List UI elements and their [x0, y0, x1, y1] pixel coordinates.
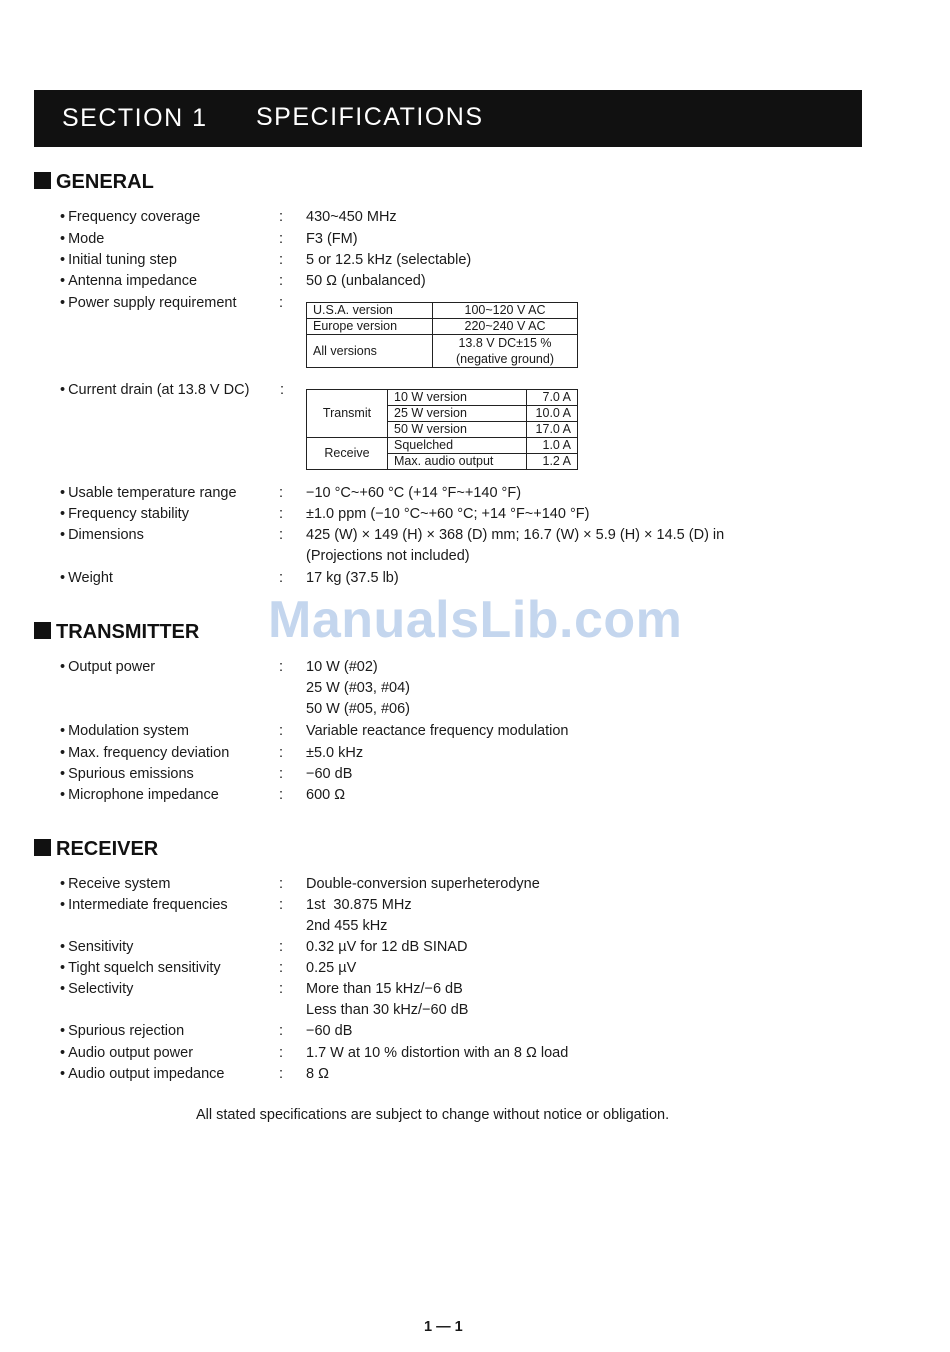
spec-value: 8 Ω [306, 1066, 329, 1082]
spec-value: Double-conversion superheterodyne [306, 876, 540, 892]
spec-value: 17 kg (37.5 lb) [306, 570, 399, 586]
spec-value: −10 °C~+60 °C (+14 °F~+140 °F) [306, 485, 522, 501]
spec-value: ±5.0 kHz [306, 745, 364, 761]
spec-label: Selectivity [68, 981, 134, 997]
table-row: Max. audio output 1.2 A [307, 454, 578, 470]
table-row: All versions 13.8 V DC±15 % (negative ground) [307, 335, 578, 368]
spec-label: Modulation system [68, 723, 189, 739]
heading-square-icon [34, 839, 51, 856]
heading-square-icon [34, 622, 51, 639]
spec-value: 430~450 MHz [306, 209, 397, 225]
spec-label: Weight [68, 570, 113, 586]
spec-label: Initial tuning step [68, 252, 177, 268]
receiver-heading: RECEIVER [34, 838, 158, 861]
table-row: Europe version 220~240 V AC [307, 319, 578, 335]
spec-value: 1.7 W at 10 % distortion with an 8 Ω load [306, 1045, 569, 1061]
spec-value: 1st 30.875 MHz 2nd 455 kHz [306, 897, 412, 934]
spec-label: Sensitivity [68, 939, 134, 955]
spec-value: 600 Ω [306, 787, 346, 803]
spec-value: 10 W (#02) 25 W (#03, #04) 50 W (#05, #06) [306, 659, 410, 717]
spec-label: Tight squelch sensitivity [68, 960, 221, 976]
spec-label: Current drain (at 13.8 V DC) [68, 382, 250, 398]
table-row: 25 W version 10.0 A [307, 406, 578, 422]
spec-label: Receive system [68, 876, 171, 892]
spec-label: Usable temperature range [68, 485, 237, 501]
section-header-bar [34, 90, 862, 147]
transmitter-heading: TRANSMITTER [34, 621, 199, 644]
spec-label: Audio output impedance [68, 1066, 225, 1082]
general-heading: GENERAL [34, 171, 154, 194]
spec-label: Antenna impedance [68, 273, 198, 289]
section-number: SECTION 1 [62, 104, 208, 132]
spec-value: 425 (W) × 149 (H) × 368 (D) mm; 16.7 (W) × 5.9 (H) × 14.5 (D) in (Projections not included) [306, 527, 725, 564]
spec-value: −60 dB [306, 1023, 353, 1039]
spec-value: Variable reactance frequency modulation [306, 723, 569, 739]
spec-label: Power supply requirement [68, 295, 237, 311]
spec-label: Microphone impedance [68, 787, 219, 803]
spec-value: 50 Ω (unbalanced) [306, 273, 426, 289]
spec-label: Spurious rejection [68, 1023, 185, 1039]
spec-label: Mode [68, 231, 105, 247]
spec-value: 0.25 µV [306, 960, 357, 976]
spec-label: Max. frequency deviation [68, 745, 230, 761]
watermark: ManualsLib.com [268, 591, 683, 649]
page-title: SPECIFICATIONS [256, 103, 484, 131]
table-row: U.S.A. version 100~120 V AC [307, 303, 578, 319]
spec-value: 0.32 µV for 12 dB SINAD [306, 939, 468, 955]
spec-value: F3 (FM) [306, 231, 358, 247]
current-drain-table [306, 389, 578, 470]
spec-value: −60 dB [306, 766, 353, 782]
spec-label: Dimensions [68, 527, 144, 543]
spec-label: Frequency stability [68, 506, 189, 522]
table-row: Transmit 10 W version 7.0 A [307, 390, 578, 406]
spec-value: More than 15 kHz/−6 dB Less than 30 kHz/−60 dB [306, 981, 469, 1018]
footnote: All stated specifications are subject to change without notice or obligation. [196, 1107, 670, 1123]
spec-label: Frequency coverage [68, 209, 201, 225]
heading-square-icon [34, 172, 51, 189]
spec-label: Intermediate frequencies [68, 897, 228, 913]
spec-label: Spurious emissions [68, 766, 194, 782]
spec-label: Output power [68, 659, 156, 675]
table-row: Receive Squelched 1.0 A [307, 438, 578, 454]
spec-value: 5 or 12.5 kHz (selectable) [306, 252, 472, 268]
spec-value: ±1.0 ppm (−10 °C~+60 °C; +14 °F~+140 °F) [306, 506, 590, 522]
power-supply-table [306, 302, 578, 368]
page-number: 1 — 1 [424, 1319, 463, 1335]
table-row: 50 W version 17.0 A [307, 422, 578, 438]
spec-label: Audio output power [68, 1045, 194, 1061]
